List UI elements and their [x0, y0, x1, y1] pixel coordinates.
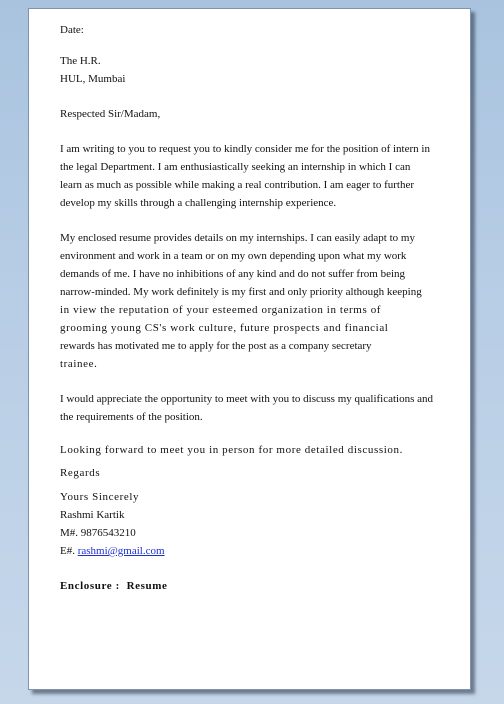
paragraph-line: grooming young CS's work culture, future prospects and financial	[60, 322, 389, 334]
signature-block	[60, 488, 448, 560]
paragraph-line: in view the reputation of your esteemed organization in terms of	[60, 304, 382, 316]
paragraph-line: rewards has motivated me to apply for the post as a company secretary	[60, 340, 372, 352]
recipient-line-2: HUL, Mumbai	[60, 73, 126, 85]
sender-name: Rashmi Kartik	[60, 509, 125, 521]
paragraph-1	[60, 140, 448, 212]
paragraph-line: demands of me. I have no inhibitions of any kind and do not suffer from being	[60, 268, 406, 280]
paragraph-3	[60, 390, 448, 426]
paragraph-line: develop my skills through a challenging internship experience.	[60, 197, 337, 209]
salutation: Respected Sir/Madam,	[60, 108, 161, 120]
paragraph-line: I would appreciate the opportunity to meet with you to discuss my qualifications and	[60, 393, 434, 405]
email-link[interactable]: rashmi@gmail.com	[77, 545, 165, 557]
paragraph-line: learn as much as possible while making a real contribution. I am eager to further	[60, 179, 415, 191]
recipient-line-1: The H.R.	[60, 55, 101, 67]
date-label: Date:	[60, 24, 84, 36]
sender-mobile: M#. 9876543210	[60, 527, 136, 539]
recipient-address	[60, 52, 448, 88]
letter-page	[28, 8, 471, 690]
closing-line: Yours Sincerely	[60, 491, 140, 503]
paragraph-line: narrow-minded. My work definitely is my first and only priority although keeping	[60, 286, 422, 298]
email-prefix: E#.	[60, 545, 78, 557]
paragraph-line: the legal Department. I am enthusiastically seeking an internship in which I can	[60, 161, 411, 173]
looking-forward-line: Looking forward to meet you in person for more detailed discussion.	[60, 444, 403, 456]
enclosure-line: Enclosure : Resume	[60, 580, 168, 592]
paragraph-line: trainee.	[60, 358, 98, 370]
paragraph-line: the requirements of the position.	[60, 411, 203, 423]
paragraph-line: My enclosed resume provides details on my internships. I can easily adapt to my	[60, 232, 415, 244]
letter-body	[60, 21, 448, 595]
paragraph-line: I am writing to you to request you to kindly consider me for the position of intern in	[60, 143, 430, 155]
sender-email-row	[60, 542, 448, 560]
paragraph-line: environment and work in a team or on my own depending upon what my work	[60, 250, 407, 262]
regards-line: Regards	[60, 467, 101, 479]
paragraph-2	[60, 229, 448, 373]
